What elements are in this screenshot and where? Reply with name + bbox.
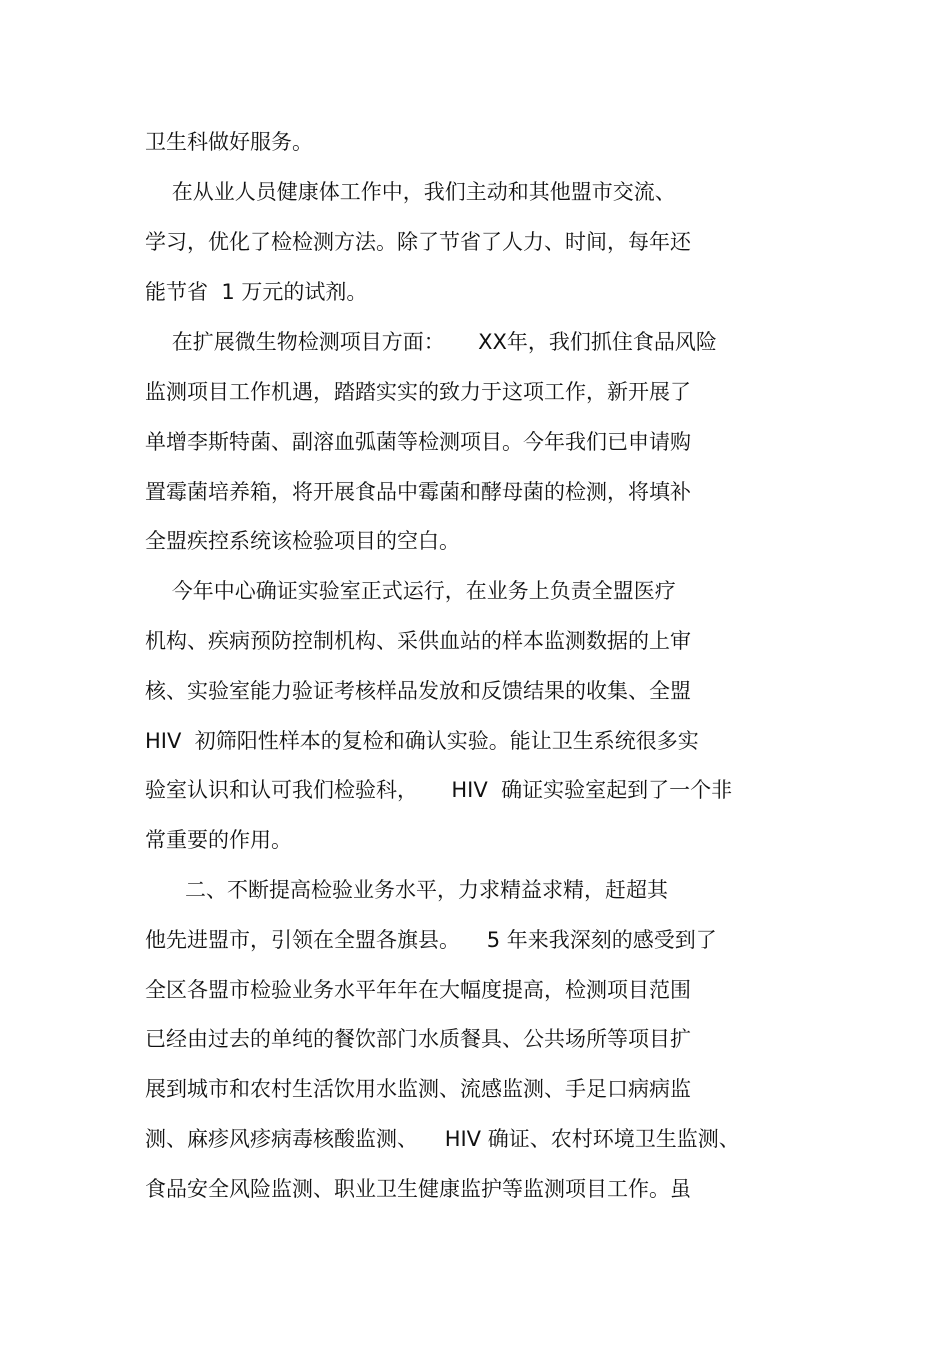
- text-line: 在从业人员健康体工作中，我们主动和其他盟市交流、: [145, 180, 676, 204]
- text-line: 卫生科做好服务。: [145, 130, 313, 154]
- text-line: 常重要的作用。: [145, 828, 292, 852]
- text-line: 学习，优化了检检测方法。除了节省了人力、时间，每年还: [145, 230, 691, 254]
- text-line: 已经由过去的单纯的餐饮部门水质餐具、公共场所等项目扩: [145, 1027, 691, 1051]
- text-line: 核、实验室能力验证考核样品发放和反馈结果的收集、全盟: [145, 679, 691, 703]
- text-line: 全区各盟市检验业务水平年年在大幅度提高，检测项目范围: [145, 978, 691, 1002]
- text-line: 机构、疾病预防控制机构、采供血站的样本监测数据的上审: [145, 629, 691, 653]
- text-line: 能节省 1 万元的试剂。: [145, 280, 368, 304]
- text-line: 全盟疾控系统该检验项目的空白。: [145, 529, 460, 553]
- text-line: 验室认识和认可我们检验科， HIV 确证实验室起到了一个非: [145, 778, 733, 802]
- text-line: 单增李斯特菌、副溶血弧菌等检测项目。今年我们已申请购: [145, 430, 691, 454]
- text-line: 置霉菌培养箱，将开展食品中霉菌和酵母菌的检测，将填补: [145, 480, 691, 504]
- text-line: 食品安全风险监测、职业卫生健康监护等监测项目工作。虽: [145, 1177, 691, 1201]
- text-line: 他先进盟市，引领在全盟各旗县。 5 年来我深刻的感受到了: [145, 928, 717, 952]
- text-line: HIV 初筛阳性样本的复检和确认实验。能让卫生系统很多实: [145, 729, 699, 753]
- text-line: 今年中心确证实验室正式运行，在业务上负责全盟医疗: [145, 579, 676, 603]
- text-line: 监测项目工作机遇，踏踏实实的致力于这项工作，新开展了: [145, 380, 691, 404]
- text-line: 二、不断提高检验业务水平，力求精益求精，赶超其: [145, 878, 669, 902]
- text-line: 测、麻疹风疹病毒核酸监测、 HIV 确证、农村环境卫生监测、: [145, 1127, 740, 1151]
- text-line: 在扩展微生物检测项目方面： XX年，我们抓住食品风险: [145, 330, 717, 354]
- text-line: 展到城市和农村生活饮用水监测、流感监测、手足口病病监: [145, 1077, 691, 1101]
